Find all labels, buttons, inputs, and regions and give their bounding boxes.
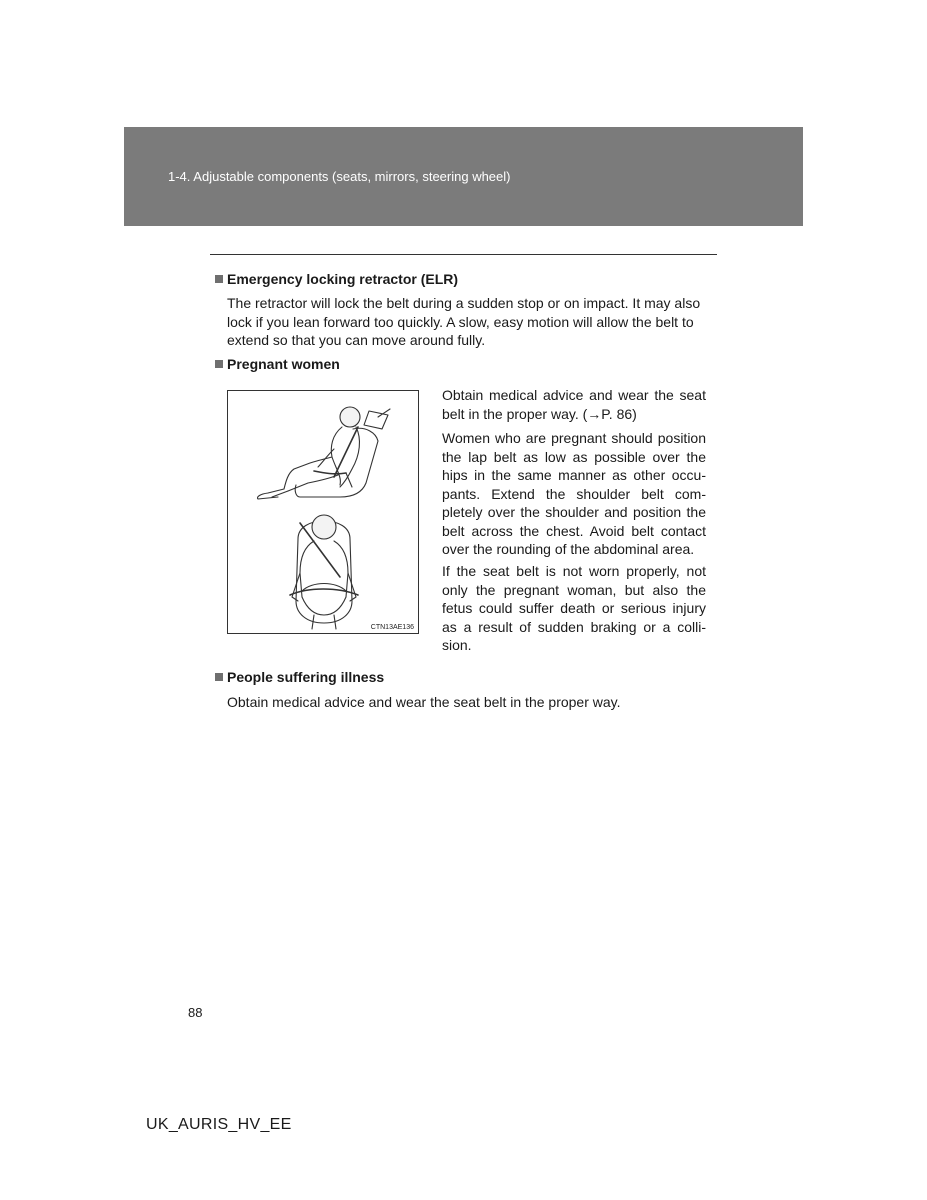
- heading-illness: [215, 669, 384, 685]
- heading-elr-text: Emergency locking retractor (ELR): [227, 271, 459, 287]
- elr-body: The retractor will lock the belt during a sudden stop or on impact. It may also lock if you lean forward too quickly. A slow, easy motion will allow the belt to extend so that you can move around fully.: [227, 295, 701, 348]
- header-band: [124, 127, 803, 226]
- page-number: 88: [188, 1005, 203, 1020]
- heading-pregnant-text: Pregnant women: [227, 356, 340, 372]
- square-bullet-icon: [215, 275, 223, 283]
- heading-illness-text: People suffering illness: [227, 669, 385, 685]
- pregnant-para-1: Obtain medical advice and wear the seat belt in the proper way. (→P. 86): [442, 387, 706, 422]
- square-bullet-icon: [215, 360, 223, 368]
- footer-code: UK_AURIS_HV_EE: [146, 1116, 292, 1133]
- section-title: 1-4. Adjustable components (seats, mirrors, steering wheel): [168, 169, 511, 184]
- pregnant-para-3: If the seat belt is not worn properly, not only the pregnant woman, but also the fetus could suffer death or serious injury as a result of sudden braking or a colli-sion.: [442, 563, 706, 653]
- pregnant-seatbelt-illustration: [227, 390, 419, 634]
- heading-elr: [215, 271, 458, 287]
- figure-code: CTN13AE136: [370, 624, 414, 631]
- illness-body: Obtain medical advice and wear the seat belt in the proper way.: [227, 694, 621, 710]
- pregnant-para-2: Women who are pregnant should position the lap belt as low as possible over the hips in the same manner as other occu-pants. Extend the shoulder belt com-pletely over the shoulder and position the belt across the chest. Avoid belt contact over the rounding of the abdominal area.: [442, 430, 706, 557]
- square-bullet-icon: [215, 673, 223, 681]
- divider-rule: [210, 254, 717, 255]
- seated-woman-illustration: [228, 391, 418, 633]
- heading-pregnant: [215, 356, 340, 372]
